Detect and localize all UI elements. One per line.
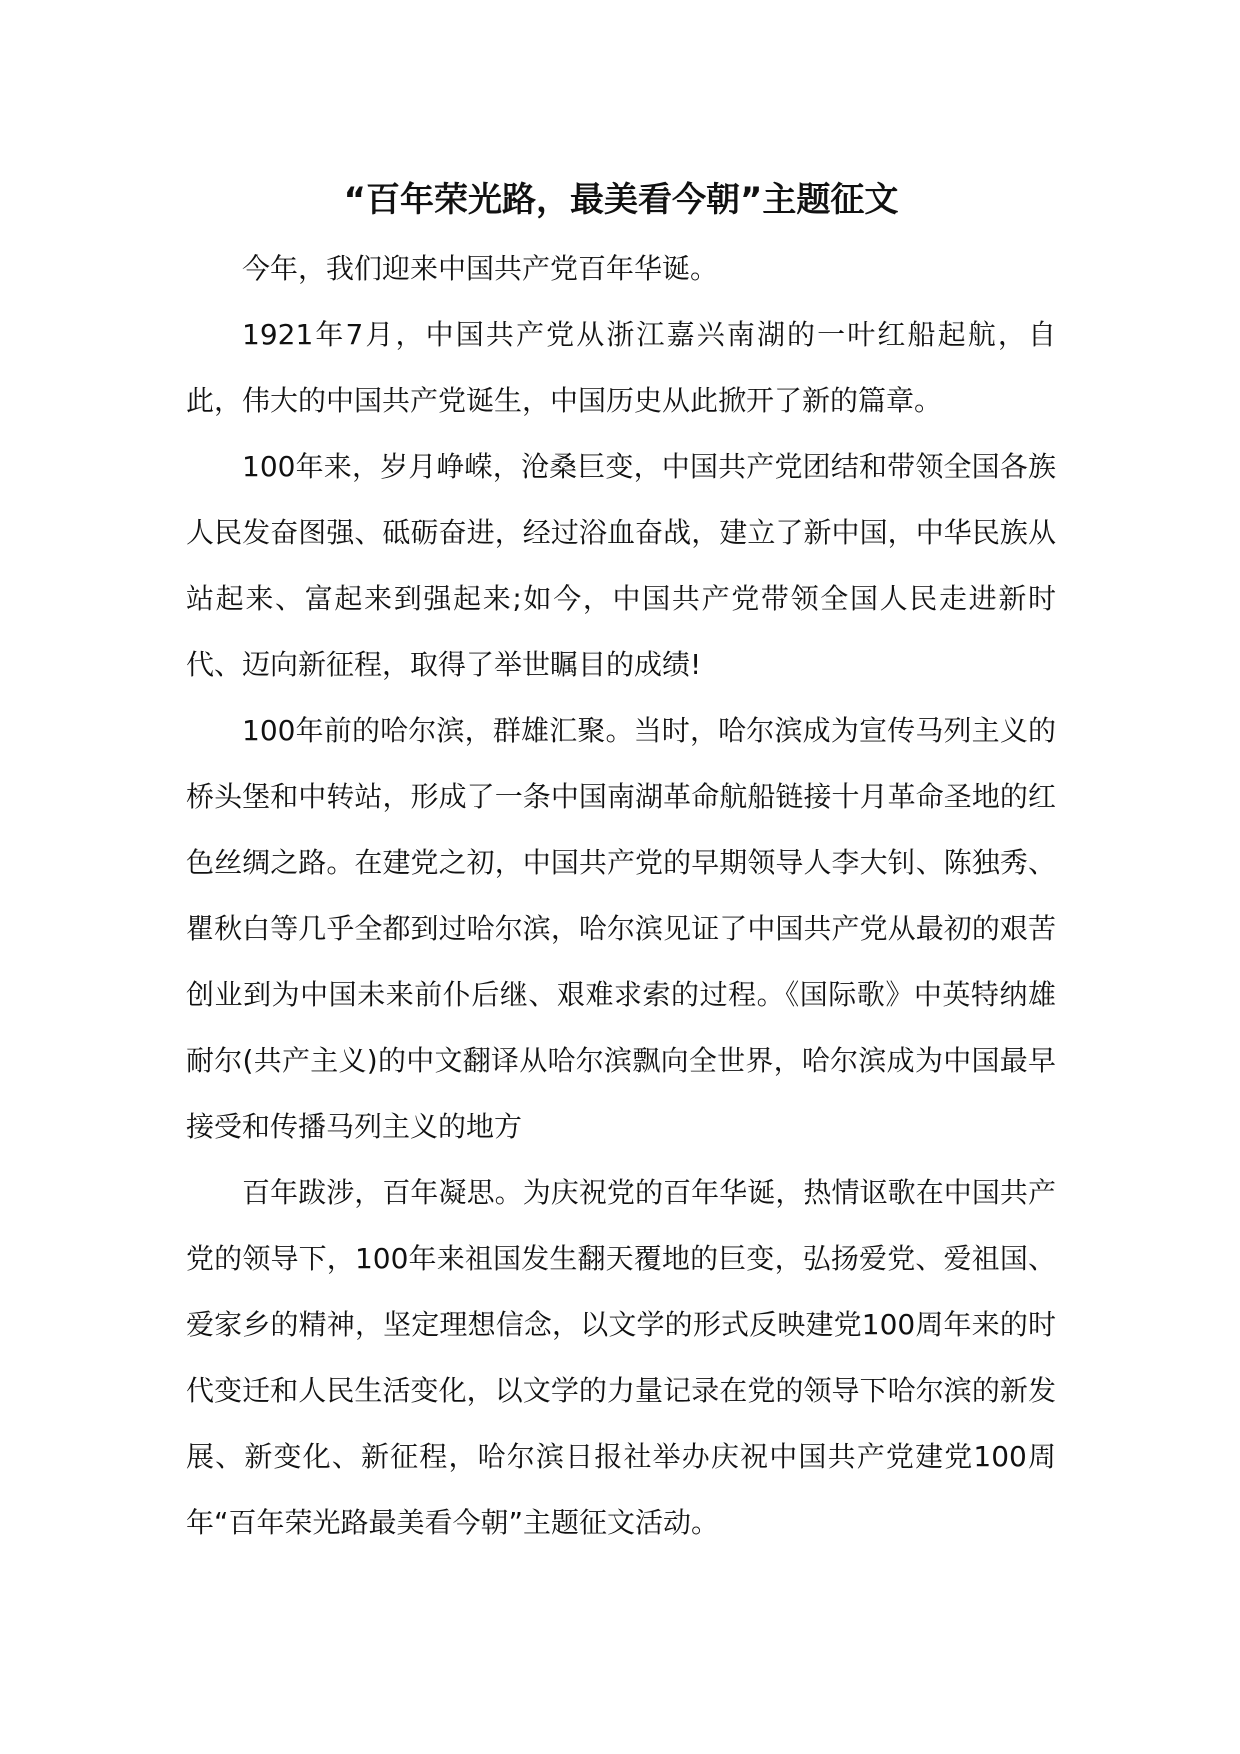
paragraph-5: 百年跋涉，百年凝思。为庆祝党的百年华诞，热情讴歌在中国共产党的领导下，100年来祖国发生翻天覆地的巨变，弘扬爱党、爱祖国、爱家乡的精神，坚定理想信念，以文学的形式反映建党100周年来的时代变迁和人民生活变化，以文学的力量记录在党的领导下哈尔滨的新发展、新变化、新征程，哈尔滨日报社举办庆祝中国共产党建党100周年“百年荣光路最美看今朝”主题征文活动。 xyxy=(186,1176,1056,1539)
document-page xyxy=(186,170,1056,1556)
paragraph-2: 1921年7月，中国共产党从浙江嘉兴南湖的一叶红船起航，自此，伟大的中国共产党诞生，中国历史从此掀开了新的篇章。 xyxy=(186,318,1056,417)
paragraph-4: 100年前的哈尔滨，群雄汇聚。当时，哈尔滨成为宣传马列主义的桥头堡和中转站，形成了一条中国南湖革命航船链接十月革命圣地的红色丝绸之路。在建党之初，中国共产党的早期领导人李大钊、陈独秀、瞿秋白等几乎全都到过哈尔滨，哈尔滨见证了中国共产党从最初的艰苦创业到为中国未来前仆后继、艰难求索的过程。《国际歌》中英特纳雄耐尔(共产主义)的中文翻译从哈尔滨飘向全世界，哈尔滨成为中国最早接受和传播马列主义的地方 xyxy=(186,714,1056,1143)
document-title: “百年荣光路，最美看今朝”主题征文 xyxy=(343,180,899,220)
paragraph-3: 100年来，岁月峥嵘，沧桑巨变，中国共产党团结和带领全国各族人民发奋图强、砥砺奋进，经过浴血奋战，建立了新中国，中华民族从站起来、富起来到强起来;如今，中国共产党带领全国人民走进新时代、迈向新征程，取得了举世瞩目的成绩! xyxy=(186,450,1056,681)
paragraph-1: 今年，我们迎来中国共产党百年华诞。 xyxy=(242,252,719,285)
